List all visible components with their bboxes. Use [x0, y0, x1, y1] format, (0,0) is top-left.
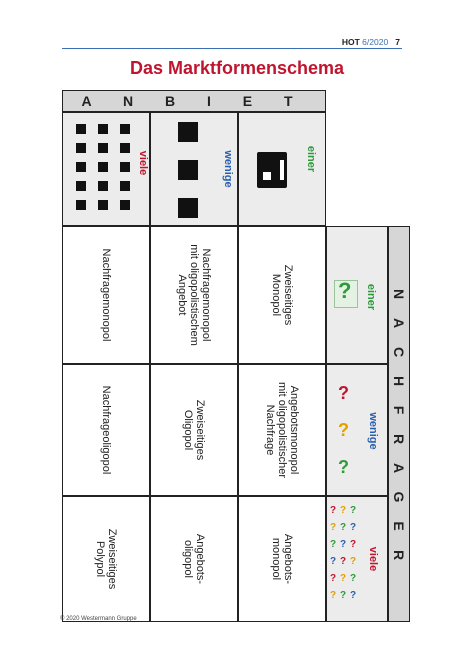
question-person-icon: ?: [338, 420, 349, 440]
header-rule: [62, 48, 402, 49]
cell-text-r1c1: [270, 230, 294, 360]
cell-text-line: Zweiseitiges: [106, 528, 118, 590]
cell-text-line: Polypol: [94, 540, 106, 578]
fax-machine-icon: [98, 162, 108, 172]
page-title: Das Marktformenschema: [129, 58, 345, 78]
anbieter-wenige-label: wenige: [222, 150, 234, 188]
fax-machine-icon: [76, 124, 86, 134]
cell-text-line: Angebots-: [194, 533, 206, 585]
fax-machine-icon: [98, 124, 108, 134]
nachfrager-letter: N: [391, 288, 407, 300]
fax-machine-icon: [76, 162, 86, 172]
cell-text-r2c1: [264, 365, 300, 495]
nachfrager-viele-label: viele: [367, 546, 379, 572]
fax-machine-icon: [120, 124, 130, 134]
fax-machine-icon: [120, 162, 130, 172]
nachfrager-letter: E: [391, 521, 407, 531]
nachfrager-letter: F: [391, 405, 407, 415]
question-person-icon: ?: [350, 556, 357, 567]
question-person-icon: ?: [330, 505, 337, 516]
cell-text-line: Angebot: [176, 274, 188, 316]
nachfrager-letter: G: [391, 491, 407, 503]
question-person-icon: ?: [330, 522, 337, 533]
cell-text-r3c1: [270, 494, 294, 624]
nachfrager-letter: C: [391, 346, 407, 358]
cell-text-r1c3: [100, 230, 112, 360]
question-person-icon: ?: [340, 522, 347, 533]
cell-text-r2c3: [100, 365, 112, 495]
cell-text-line: Angebots-: [282, 533, 294, 585]
cell-text-line: Zweiseitiges: [194, 399, 206, 461]
question-person-icon: ?: [340, 539, 347, 550]
fax-machine-icon: [76, 200, 86, 210]
anbieter-label: A N B I E T: [81, 93, 307, 109]
page-header: [342, 37, 400, 47]
cell-text-r3c2: [182, 494, 206, 624]
cell-text-line: Angebotsmonopol: [288, 385, 300, 475]
question-person-icon: ?: [350, 590, 357, 601]
cell-text-line: Nachfrage: [264, 404, 276, 456]
issue-number: 6/2020: [362, 37, 389, 47]
fax-machine-icon: [76, 181, 86, 191]
question-person-icon: ?: [338, 457, 349, 477]
nachfrager-letter: A: [391, 317, 407, 329]
cell-text-line: Nachfragemonopol: [200, 248, 212, 342]
cell-text-line: mit oligopolistischer: [276, 382, 288, 478]
nachfrager-letter: R: [391, 549, 407, 561]
question-person-icon: ?: [330, 556, 337, 567]
nachfrager-wenige-label: wenige: [367, 412, 379, 450]
cell-text-r2c2: [182, 365, 206, 495]
cell-text-line: mit oligopolistischem: [188, 244, 200, 346]
page-number: 7: [395, 37, 400, 47]
cell-text-line: Monopol: [270, 273, 282, 317]
question-person-icon: ?: [338, 383, 349, 403]
fax-machine-icon: [76, 143, 86, 153]
question-person-icon: ?: [330, 590, 337, 601]
fax-machine-icon: [98, 181, 108, 191]
anbieter-einer-label: einer: [305, 145, 317, 173]
question-person-icon: ?: [340, 505, 347, 516]
cell-text-line: Nachfragemonopol: [100, 248, 112, 342]
cell-text-line: monopol: [270, 537, 282, 581]
question-person-icon: ?: [350, 522, 357, 533]
cell-text-line: oligopol: [182, 540, 194, 578]
fax-machine-icon: [98, 200, 108, 210]
question-person-icon: ?: [340, 573, 347, 584]
nachfrager-letter: H: [391, 375, 407, 387]
question-person-icon: ?: [350, 505, 357, 516]
cell-text-r3c3: [94, 494, 118, 624]
copyright-footer: © 2020 Westermann Gruppe: [60, 616, 137, 622]
nachfrager-letter: A: [391, 462, 407, 474]
magazine-name: HOT: [341, 37, 360, 47]
question-person-icon: ?: [350, 539, 357, 550]
cell-text-r1c2: [176, 230, 212, 360]
nachfrager-einer-label: einer: [365, 283, 377, 311]
cell-text-line: Nachfrageoligopol: [100, 385, 112, 475]
nachfrager-letter: R: [391, 433, 407, 445]
fax-machine-icon: [120, 181, 130, 191]
fax-machine-icon: [120, 143, 130, 153]
question-person-icon: ?: [330, 573, 337, 584]
question-person-icon: ?: [340, 590, 347, 601]
question-person-icon: ?: [340, 556, 347, 567]
fax-machine-icon: [120, 200, 130, 210]
fax-machine-icon: [98, 143, 108, 153]
cell-text-line: Zweiseitiges: [282, 264, 294, 326]
anbieter-viele-label: viele: [137, 150, 149, 176]
question-person-icon: ?: [350, 573, 357, 584]
cell-text-line: Oligopol: [182, 409, 194, 451]
question-person-icon: ?: [330, 539, 337, 550]
